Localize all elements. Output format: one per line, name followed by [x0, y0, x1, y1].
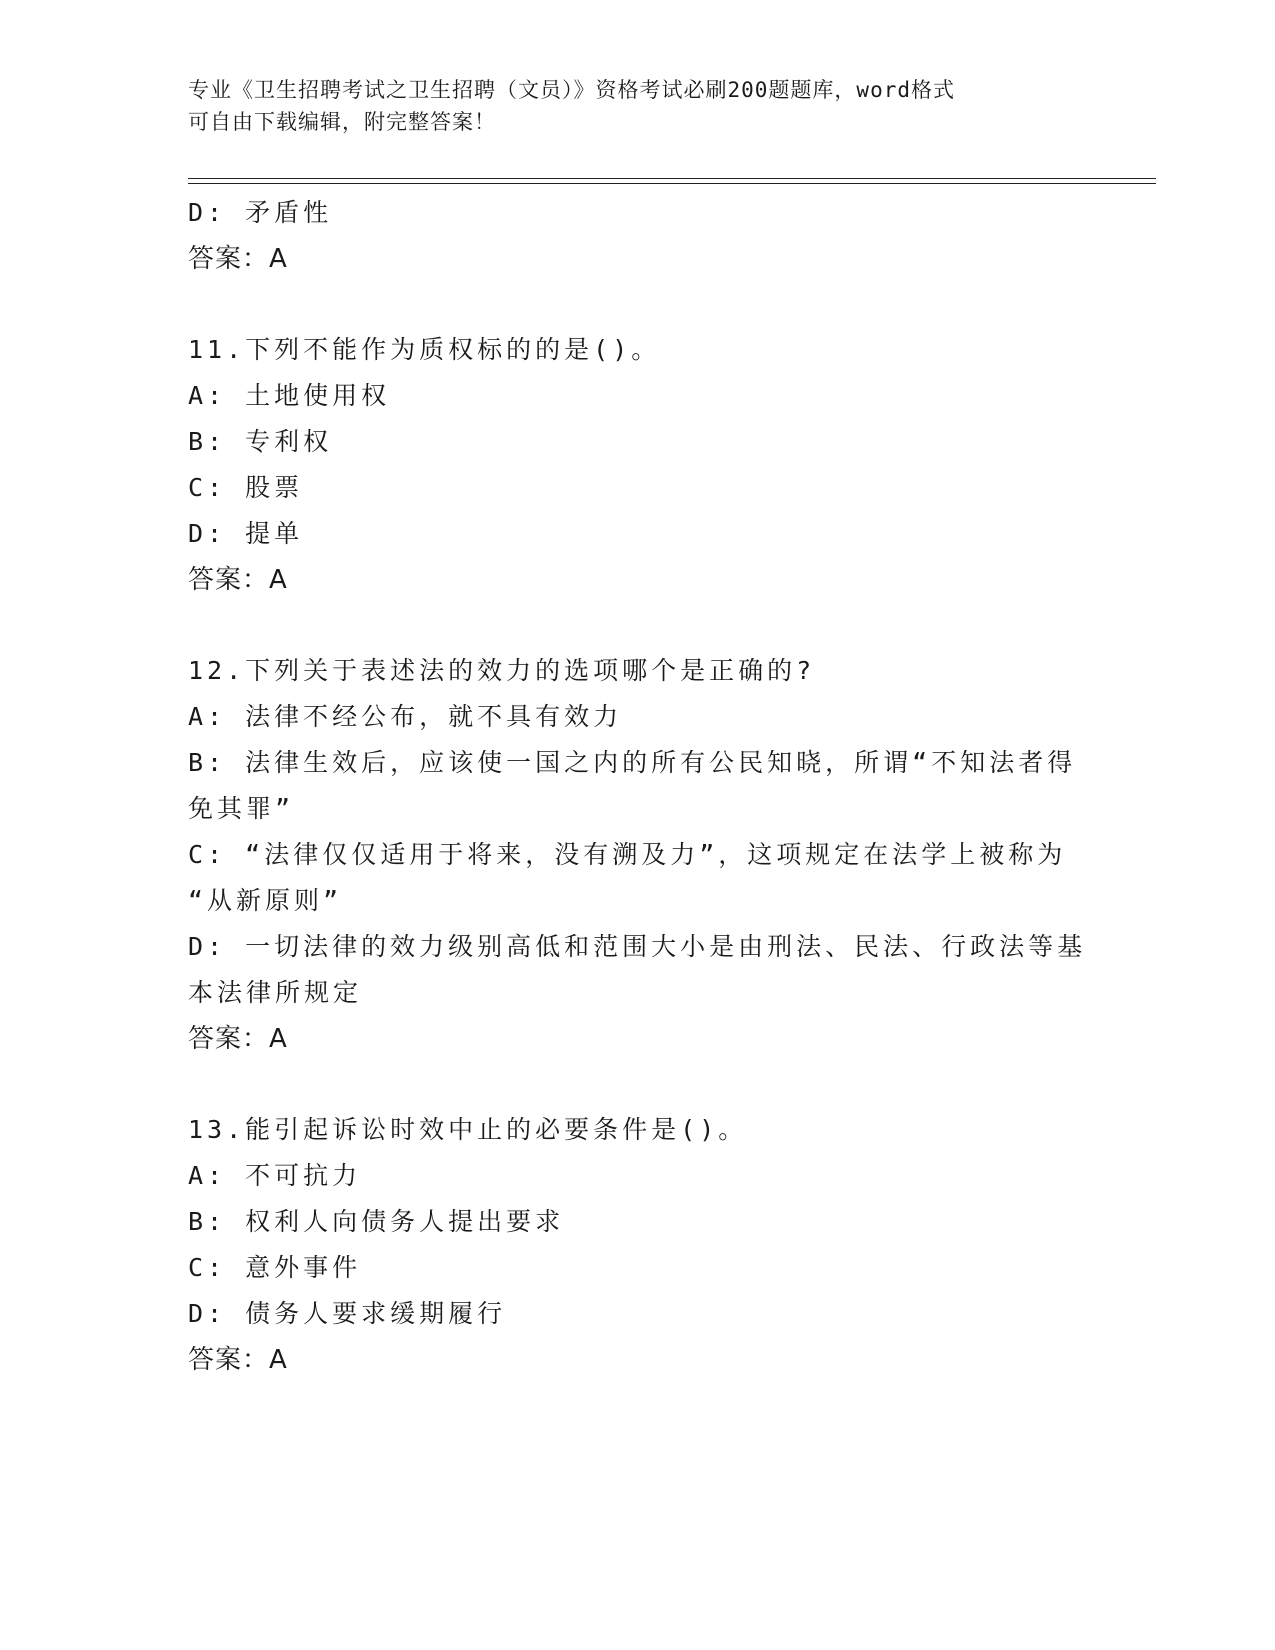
question-answer: 答案：A — [188, 1024, 288, 1054]
header-divider-bottom — [188, 183, 1156, 184]
question-answer: 答案：A — [188, 565, 288, 595]
question-11 — [188, 327, 1088, 603]
option-d: D: 提单 — [188, 519, 304, 548]
question-stem: 12.下列关于表述法的效力的选项哪个是正确的? — [188, 656, 816, 685]
option-c-line-2: “从新原则” — [188, 886, 343, 915]
option-c-line-1: C: “法律仅仅适用于将来，没有溯及力”，这项规定在法学上被称为 — [188, 840, 1067, 869]
spacer — [188, 603, 1088, 648]
option-b-line-1: B: 法律生效后，应该使一国之内的所有公民知晓，所谓“不知法者得 — [188, 748, 1077, 777]
option-a: A: 法律不经公布，就不具有效力 — [188, 702, 623, 731]
option-c: C: 股票 — [188, 473, 304, 502]
option-b: B: 专利权 — [188, 427, 333, 456]
spacer — [188, 282, 1088, 327]
header-line-1: 专业《卫生招聘考试之卫生招聘（文员）》资格考试必刷200题题库，word格式 — [188, 78, 955, 102]
header-line-2: 可自由下载编辑，附完整答案！ — [188, 110, 496, 134]
option-d-line-1: D: 一切法律的效力级别高低和范围大小是由刑法、民法、行政法等基 — [188, 932, 1087, 961]
document-body — [188, 190, 1088, 1383]
question-12 — [188, 648, 1088, 1062]
option-c: C: 意外事件 — [188, 1253, 362, 1282]
spacer — [188, 1062, 1088, 1107]
header-divider-top — [188, 178, 1156, 179]
option-d: D: 债务人要求缓期履行 — [188, 1299, 507, 1328]
document-header — [188, 74, 1068, 138]
option-a: A: 不可抗力 — [188, 1161, 362, 1190]
option-b-line-2: 免其罪” — [188, 794, 295, 823]
option-a: A: 土地使用权 — [188, 381, 391, 410]
prev-question-answer: 答案：A — [188, 244, 288, 274]
prev-question-option-d: D: 矛盾性 — [188, 198, 333, 227]
question-stem: 13.能引起诉讼时效中止的必要条件是()。 — [188, 1115, 748, 1144]
question-answer: 答案：A — [188, 1345, 288, 1375]
question-13 — [188, 1107, 1088, 1383]
option-b: B: 权利人向债务人提出要求 — [188, 1207, 565, 1236]
question-stem: 11.下列不能作为质权标的的是()。 — [188, 335, 661, 364]
option-d-line-2: 本法律所规定 — [188, 978, 363, 1007]
